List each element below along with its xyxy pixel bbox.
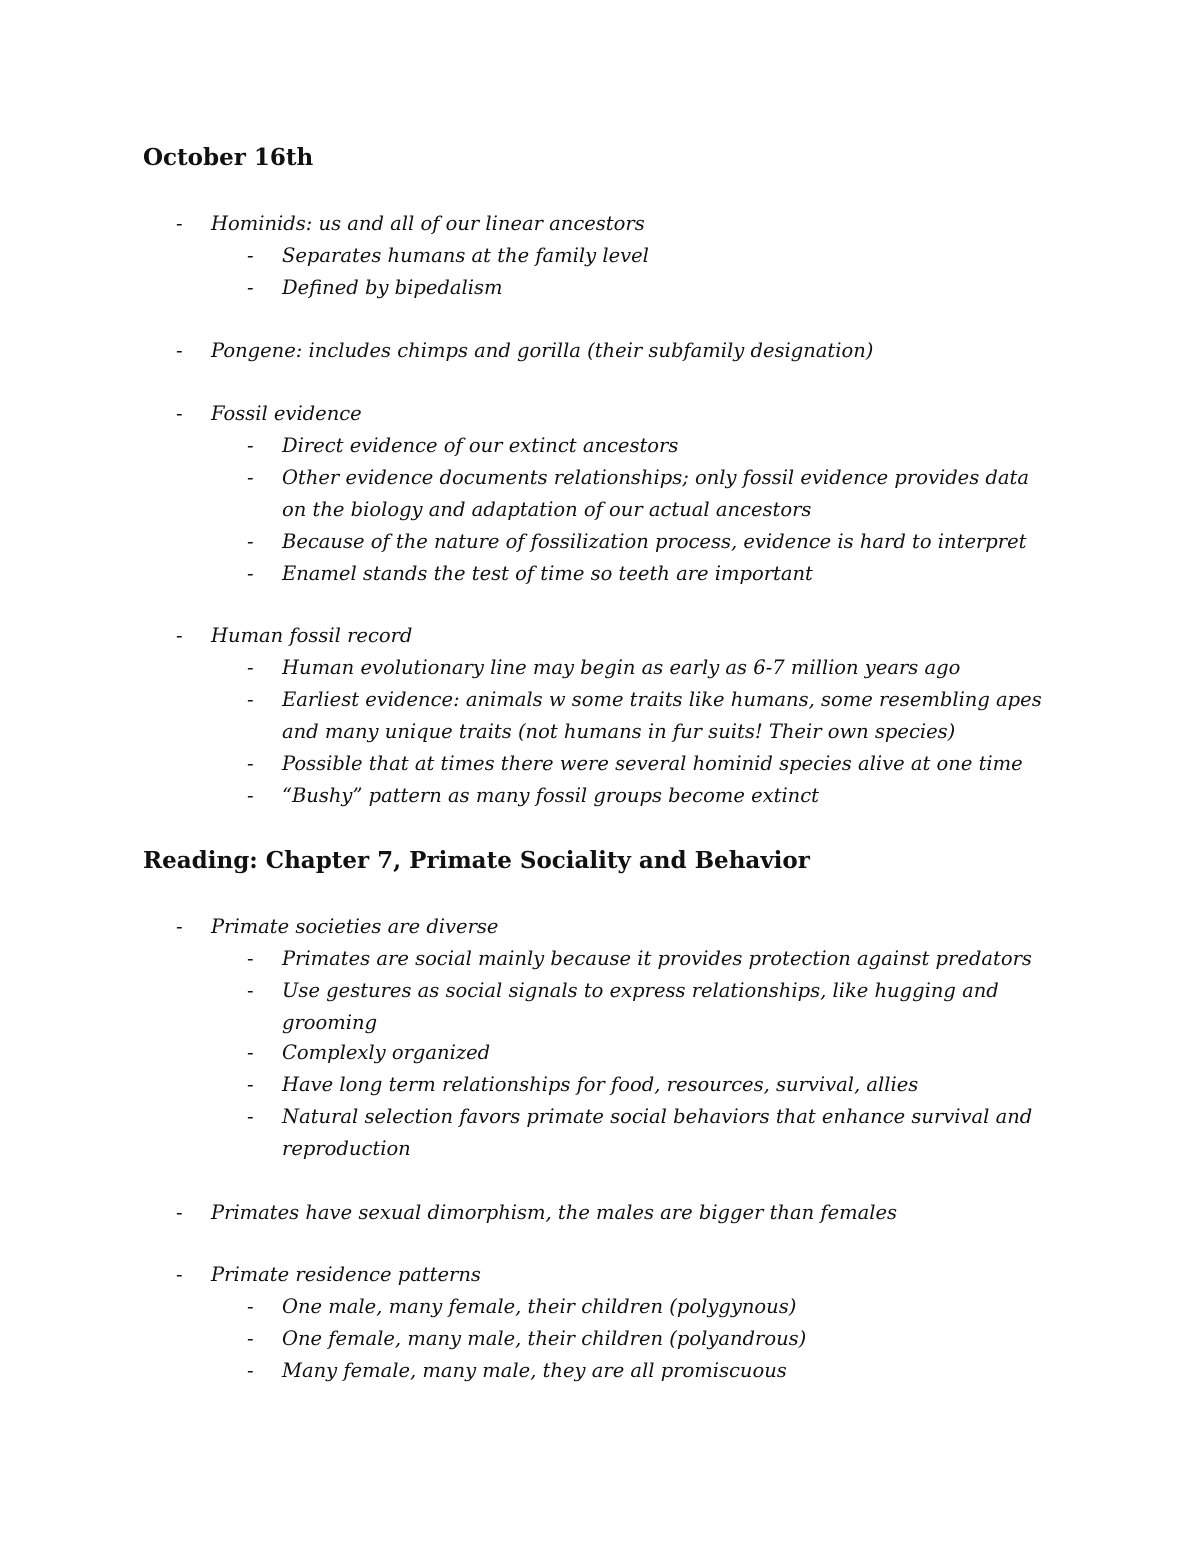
section-heading-reading-chapter-7: Reading: Chapter 7, Primate Sociality and Behavior [143,847,810,874]
section-heading-october-16th: October 16th [143,144,314,171]
document-page: October 16th - Hominids: us and all of our linear ancestors - Separates humans at the family level - Defined by bipedalism - Pongene: includes chimps and gorilla (their subfamily designation) - Fossil evidence - Direct evidence of our extinct ancestors - Other evidence documents relationships; only fossil evidence provides data on the biology and adaptation of our actual ancestors - Because of the nature of fossilization process, evidence is hard to interpret - Enamel stands the test of time so teeth are important - Human fossil record - Human evolutionary line may begin as early as 6-7 million years ago - Earliest evidence: animals w some traits like humans, some resembling apes and many unique traits (not humans in fur suits! Their own species) - Possible that at times there were several hominid species alive at one time - “Bushy” pattern as many fossil groups become extinct Reading: Chapter 7, Primate Sociality and Behavior - Primate societies are diverse - Primates are social mainly because it provides protection against predators - Use gestures as social signals to express relationships, like hugging and grooming - Complexly organized - Have long term relationships for food, resources, survival, allies - Natural selection favors primate social behaviors that enhance survival and reproduction - Primates have sexual dimorphism, the males are bigger than females - Primate residence patterns - One male, many female, their children (polygynous) - One female, many male, their children (polyandrous) - Many female, many male, they are all promiscuous [0,0,1200,1553]
